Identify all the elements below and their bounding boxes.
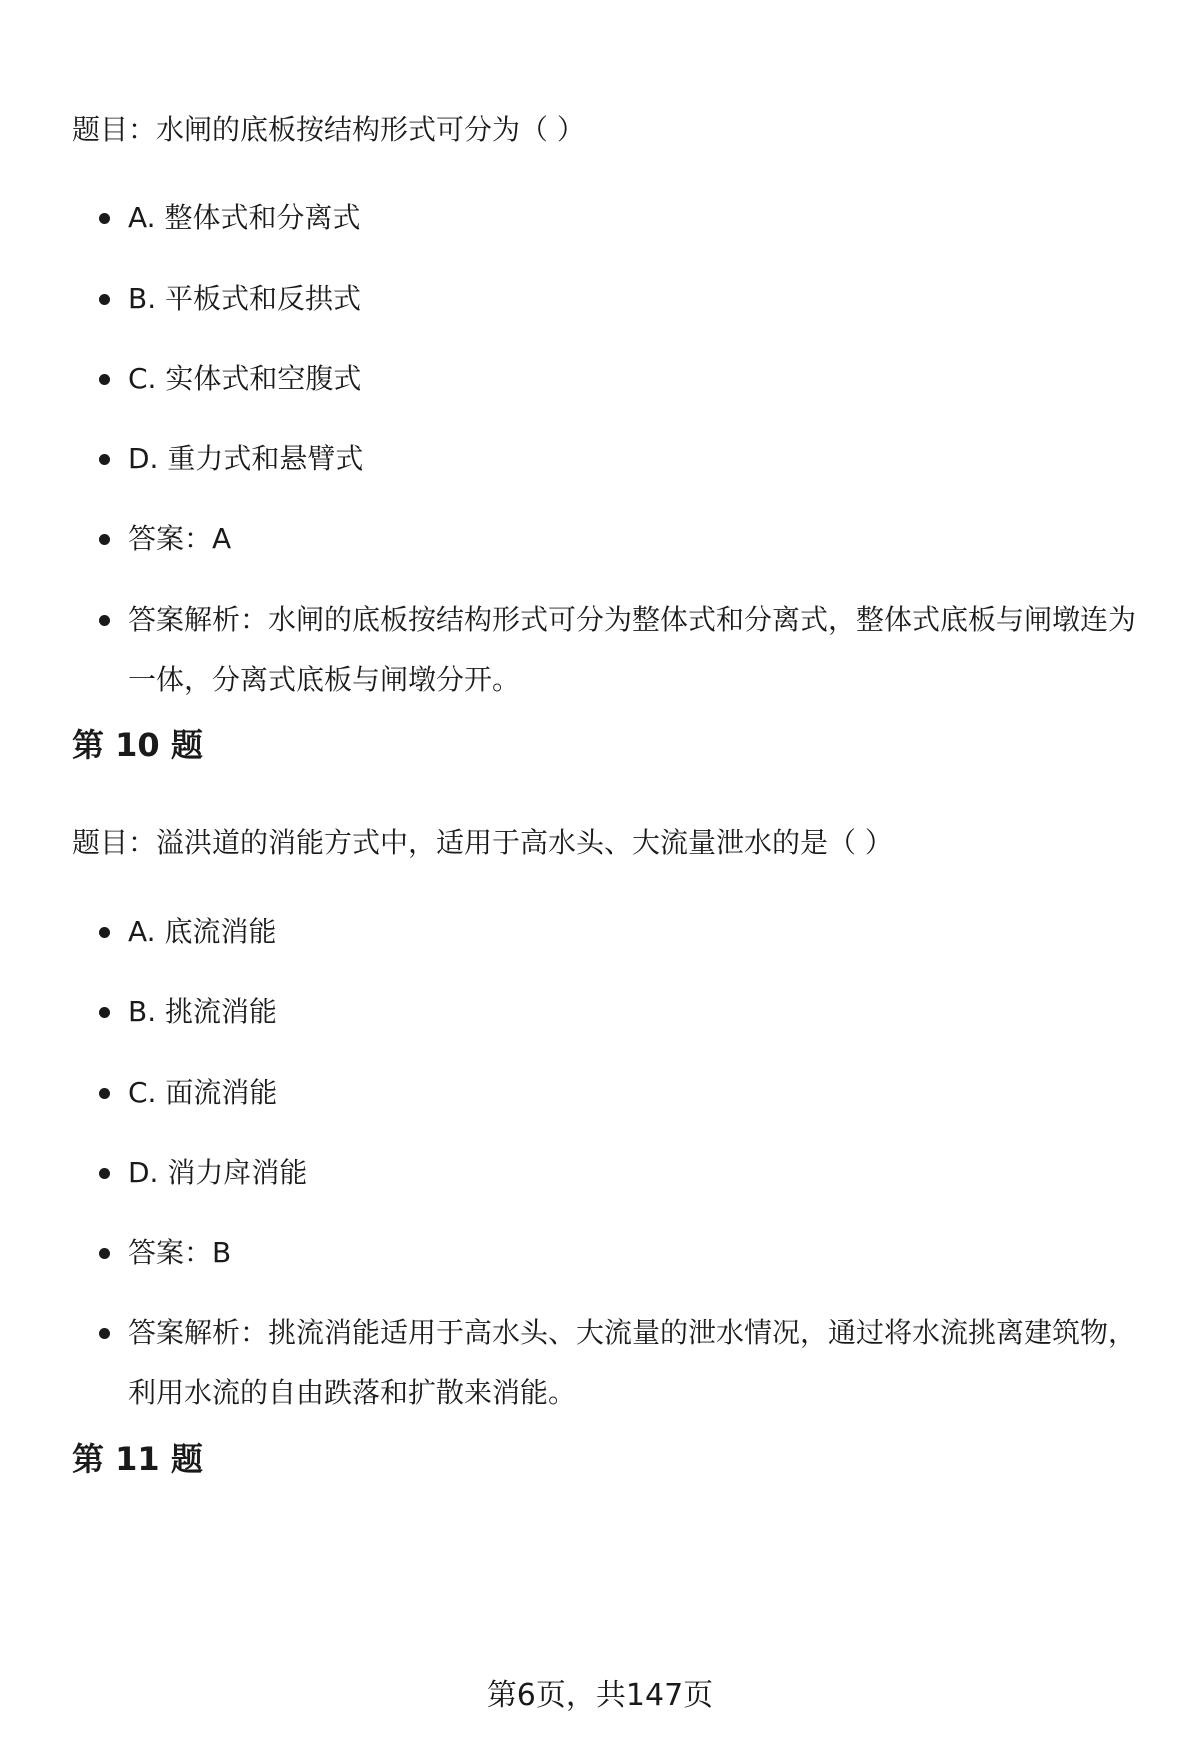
question-10-option-b: B. 挑流消能 [128, 982, 1138, 1042]
question-9-answer: 答案：A [128, 509, 1138, 569]
question-10-stem: 题目：溢洪道的消能方式中，适用于高水头、大流量泄水的是（ ） [72, 826, 893, 859]
question-9-option-b: B. 平板式和反拱式 [128, 269, 1138, 329]
page-number-footer: 第6页，共147页 [486, 1678, 714, 1713]
question-10-analysis: 答案解析：挑流消能适用于高水头、大流量的泄水情况，通过将水流挑离建筑物，利用水流的自由跌落和扩散来消能。 [128, 1303, 1138, 1423]
question-10-heading: 第 10 题 [72, 726, 203, 764]
question-11-heading: 第 11 题 [72, 1440, 203, 1478]
question-10-option-c: C. 面流消能 [128, 1063, 1138, 1123]
question-10-option-d: D. 消力戽消能 [128, 1143, 1138, 1203]
question-10-option-a: A. 底流消能 [128, 902, 1138, 962]
question-9-stem: 题目：水闸的底板按结构形式可分为（ ） [72, 113, 585, 146]
question-9-option-c: C. 实体式和空腹式 [128, 349, 1138, 409]
question-9-option-a: A. 整体式和分离式 [128, 188, 1138, 248]
question-9-option-d: D. 重力式和悬臂式 [128, 429, 1138, 489]
question-9-analysis: 答案解析：水闸的底板按结构形式可分为整体式和分离式，整体式底板与闸墩连为一体，分离式底板与闸墩分开。 [128, 590, 1138, 710]
question-10-answer: 答案：B [128, 1223, 1138, 1283]
